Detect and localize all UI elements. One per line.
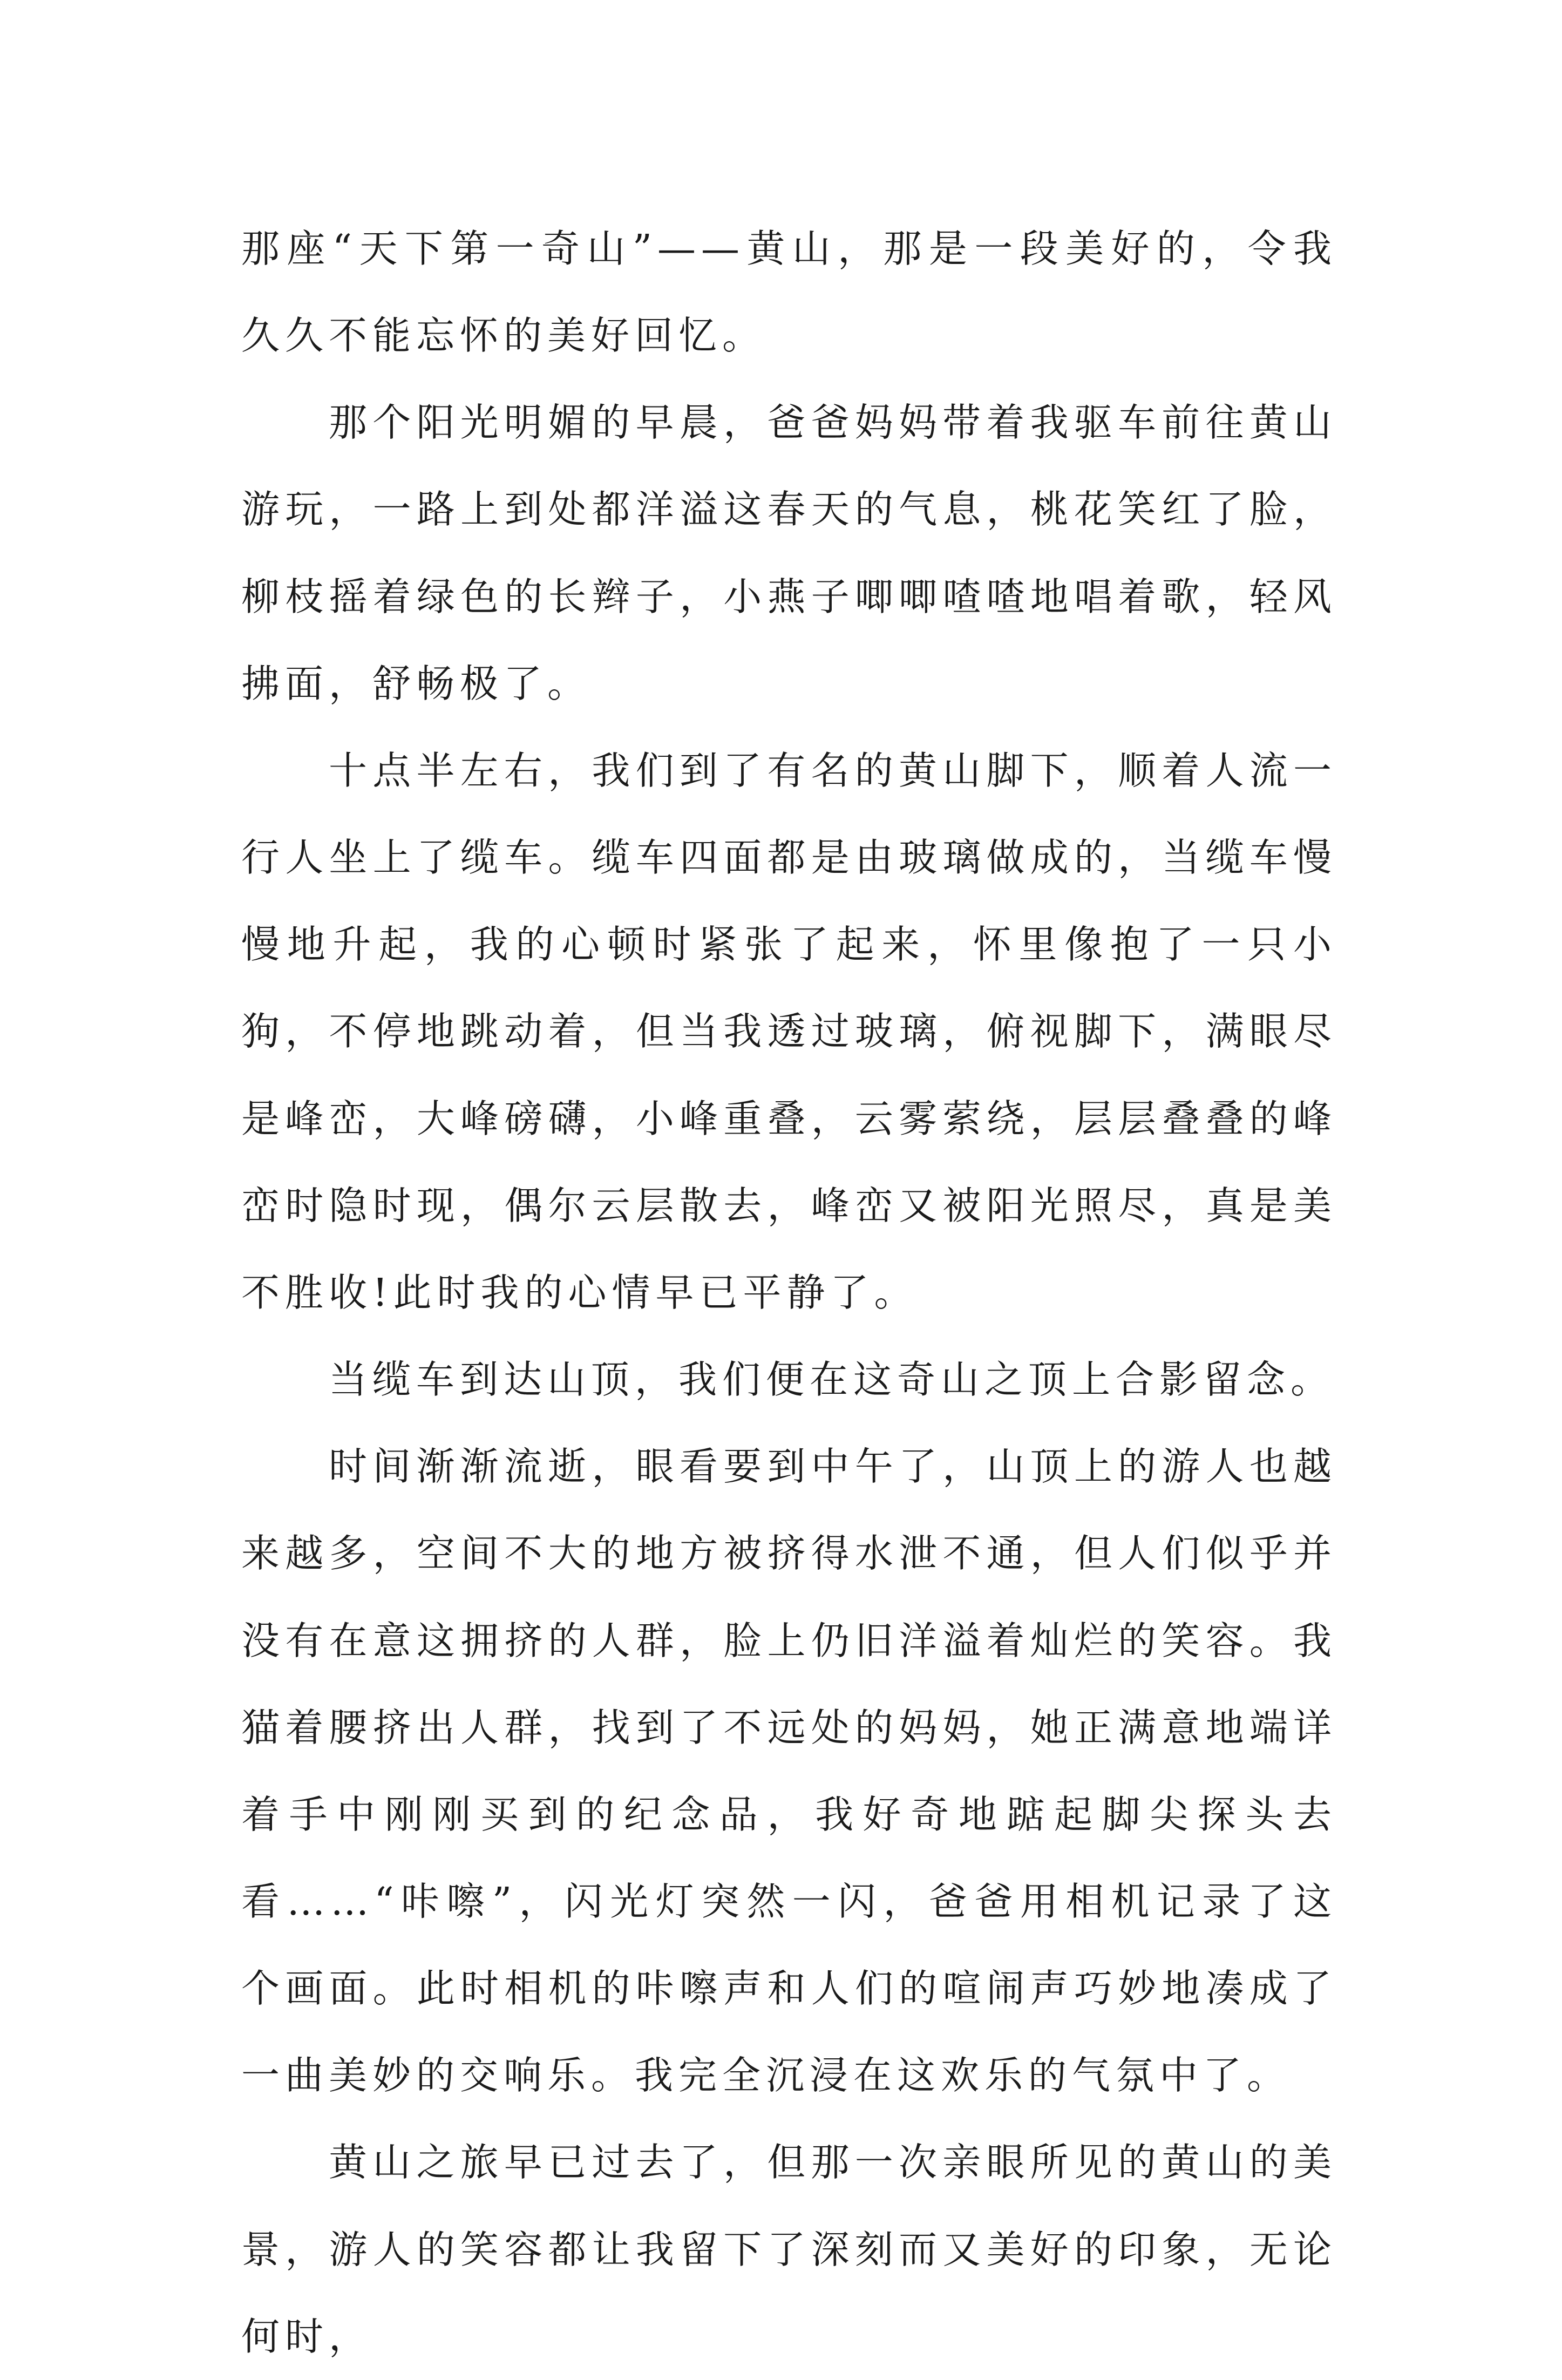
paragraph-morning-drive: 那个阳光明媚的早晨，爸爸妈妈带着我驱车前往黄山游玩，一路上到处都洋溢这春天的气息，桃花笑红了脸，柳枝摇着绿色的长辫子，小燕子唧唧喳喳地唱着歌，轻风拂面，舒畅极了。 [241, 400, 1337, 706]
paragraph-summit-photo: 当缆车到达山顶，我们便在这奇山之顶上合影留念。 [329, 1357, 1335, 1402]
paragraph-noon-crowd: 时间渐渐流逝，眼看要到中午了，山顶上的游人也越来越多，空间不大的地方被挤得水泄不通，但人们似乎并没有在意这拥挤的人群，脸上仍旧洋溢着灿烂的笑容。我猫着腰挤出人群，找到了不远处的妈妈，她正满意地端详着手中刚刚买到的纪念品，我好奇地踮起脚尖探头去看……“咔嚓”，闪光灯突然一闪，爸爸用相机记录了这个画面。此时相机的咔嚓声和人们的喧闹声巧妙地凑成了一曲美妙的交响乐。我完全沉浸在这欢乐的气氛中了。 [241, 1444, 1337, 2098]
paragraph-cable-car: 十点半左右，我们到了有名的黄山脚下，顺着人流一行人坐上了缆车。缆车四面都是由玻璃做成的，当缆车慢慢地升起，我的心顿时紧张了起来，怀里像抱了一只小狗，不停地跳动着，但当我透过玻璃，俯视脚下，满眼尽是峰峦，大峰磅礴，小峰重叠，云雾萦绕，层层叠叠的峰峦时隐时现，偶尔云层散去，峰峦又被阳光照尽，真是美不胜收!此时我的心情早已平静了。 [241, 748, 1337, 1315]
paragraph-intro: 那座“天下第一奇山”——黄山，那是一段美好的，令我久久不能忘怀的美好回忆。 [241, 226, 1337, 358]
paragraph-conclusion: 黄山之旅早已过去了，但那一次亲眼所见的黄山的美景，游人的笑容都让我留下了深刻而又美好的印象，无论何时， [241, 2140, 1337, 2359]
document-body [241, 205, 1337, 2380]
